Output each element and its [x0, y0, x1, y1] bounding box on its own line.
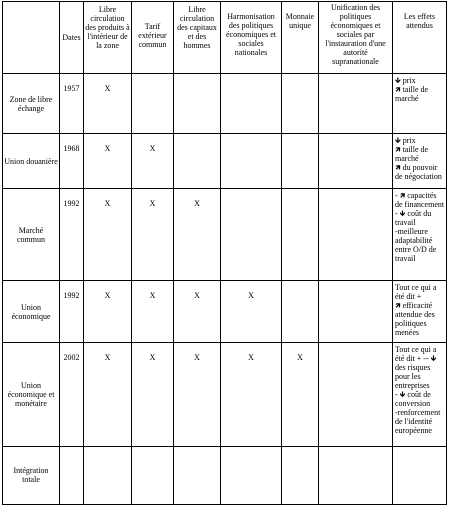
- table-row: [3, 281, 447, 342]
- arrow-up-right-icon: 🡽: [395, 145, 401, 155]
- effect-line: [395, 136, 445, 145]
- table-row: [3, 189, 447, 281]
- mark-cell-capitaux: [174, 134, 221, 189]
- mark-cell-unification: [319, 134, 393, 189]
- mark-cell-monnaie: [282, 189, 319, 281]
- header-libre-circulation-capitaux: Libre circulation des capitaux et des hommes: [174, 2, 221, 74]
- effect-text: prix: [400, 136, 416, 146]
- mark-cell-capitaux: X: [174, 281, 221, 342]
- date-cell: 1957: [60, 74, 84, 134]
- date-cell: [60, 446, 84, 504]
- mark-cell-unification: [319, 189, 393, 281]
- mark-cell-tarif: X: [132, 134, 174, 189]
- effect-prefix: -: [395, 191, 400, 201]
- effect-line: [395, 345, 445, 390]
- table-row: [3, 342, 447, 446]
- header-empty: [3, 2, 60, 74]
- stage-cell: Zone de libre échange: [3, 74, 60, 134]
- arrow-down-icon: 🡻: [430, 353, 437, 363]
- effects-cell: [393, 134, 447, 189]
- stage-cell: Union économique: [3, 281, 60, 342]
- mark-cell-unification: [319, 74, 393, 134]
- date-cell: 2002: [60, 342, 84, 446]
- mark-cell-harmonisation: [221, 189, 282, 281]
- effect-text: taille de marché: [395, 85, 429, 103]
- mark-cell-unification: [319, 281, 393, 342]
- mark-cell-produits: X: [84, 189, 132, 281]
- mark-cell-capitaux: [174, 446, 221, 504]
- mark-cell-capitaux: [174, 74, 221, 134]
- effect-line: [395, 76, 445, 85]
- mark-cell-unification: [319, 342, 393, 446]
- mark-cell-tarif: X: [132, 342, 174, 446]
- effects-cell: [393, 342, 447, 446]
- effect-line: [395, 227, 445, 263]
- effect-text: Tout ce qui a été dit +: [395, 283, 437, 302]
- mark-cell-tarif: [132, 74, 174, 134]
- effect-text: -meilleure adaptabilité entre O/D de travail: [395, 227, 437, 264]
- effect-line: [395, 301, 445, 337]
- stage-cell: Marché commun: [3, 189, 60, 281]
- date-cell: 1992: [60, 281, 84, 342]
- integration-table: [2, 1, 447, 505]
- effect-text: prix: [400, 76, 416, 85]
- effects-cell: [393, 189, 447, 281]
- mark-cell-produits: X: [84, 281, 132, 342]
- header-tarif-exterieur: Tarif extérieur commun: [132, 2, 174, 74]
- mark-cell-monnaie: X: [282, 342, 319, 446]
- header-row: [3, 2, 447, 74]
- effects-cell: [393, 281, 447, 342]
- mark-cell-monnaie: [282, 446, 319, 504]
- mark-cell-monnaie: [282, 134, 319, 189]
- mark-cell-monnaie: [282, 74, 319, 134]
- header-unification: Unification des politiques économiques et sociales par l'instauration d'une autorité supranationale: [319, 2, 393, 74]
- mark-cell-harmonisation: [221, 134, 282, 189]
- stage-cell: Union douanière: [3, 134, 60, 189]
- stage-cell: Union économique et monétaire: [3, 342, 60, 446]
- mark-cell-tarif: X: [132, 189, 174, 281]
- mark-cell-harmonisation: [221, 446, 282, 504]
- arrow-up-right-icon: 🡽: [399, 191, 406, 201]
- table-body: [3, 74, 447, 505]
- mark-cell-harmonisation: X: [221, 342, 282, 446]
- arrow-up-right-icon: 🡽: [395, 85, 401, 94]
- effect-text: coût de conversion: [395, 389, 431, 408]
- mark-cell-capitaux: X: [174, 189, 221, 281]
- mark-cell-tarif: [132, 446, 174, 504]
- mark-cell-monnaie: [282, 281, 319, 342]
- effect-text: -renforcement de l'identité européenne: [395, 407, 441, 435]
- effect-prefix: -: [395, 389, 400, 399]
- header-dates: Dates: [60, 2, 84, 74]
- header-effets-attendus: Les effets attendus: [393, 2, 447, 74]
- table-row: [3, 446, 447, 504]
- table-row: [3, 134, 447, 189]
- mark-cell-unification: [319, 446, 393, 504]
- effect-prefix: -: [395, 209, 400, 219]
- arrow-down-icon: 🡻: [399, 209, 406, 219]
- effect-line: [395, 85, 445, 103]
- effect-line: [395, 209, 445, 227]
- effect-text: du pouvoir de négociation: [395, 163, 442, 182]
- arrow-down-icon: 🡻: [399, 389, 406, 399]
- effect-text: des risques pour les entreprises: [395, 362, 431, 390]
- effect-line: [395, 283, 445, 301]
- arrow-up-right-icon: 🡽: [395, 163, 401, 173]
- effect-line: [395, 163, 445, 181]
- effect-text: capacités de financement: [395, 191, 445, 210]
- mark-cell-harmonisation: [221, 74, 282, 134]
- effect-text: efficacité attendue des politiques menées: [395, 301, 435, 338]
- arrow-down-icon: 🡻: [395, 136, 401, 146]
- effect-prefix: Tout ce qui a été dit + --: [395, 344, 437, 363]
- mark-cell-produits: [84, 446, 132, 504]
- mark-cell-harmonisation: X: [221, 281, 282, 342]
- mark-cell-produits: X: [84, 134, 132, 189]
- arrow-down-icon: 🡻: [395, 76, 401, 85]
- effect-line: [395, 145, 445, 163]
- date-cell: 1968: [60, 134, 84, 189]
- header-harmonisation: Harmonisation des politiques économiques et sociales nationales: [221, 2, 282, 74]
- header-monnaie-unique: Monnaie unique: [282, 2, 319, 74]
- mark-cell-capitaux: X: [174, 342, 221, 446]
- effects-cell: [393, 74, 447, 134]
- stage-cell: Intégration totale: [3, 446, 60, 504]
- mark-cell-produits: X: [84, 342, 132, 446]
- date-cell: 1992: [60, 189, 84, 281]
- header-libre-circulation-produits: Libre circulation des produits à l'intérieur de la zone: [84, 2, 132, 74]
- effects-cell: [393, 446, 447, 504]
- effect-line: [395, 390, 445, 408]
- mark-cell-produits: X: [84, 74, 132, 134]
- effect-text: coût du travail: [395, 209, 432, 228]
- arrow-up-right-icon: 🡽: [395, 301, 401, 311]
- effect-text: taille de marché: [395, 145, 429, 164]
- mark-cell-tarif: X: [132, 281, 174, 342]
- effect-line: [395, 408, 445, 435]
- table-row: [3, 74, 447, 134]
- effect-line: [395, 191, 445, 209]
